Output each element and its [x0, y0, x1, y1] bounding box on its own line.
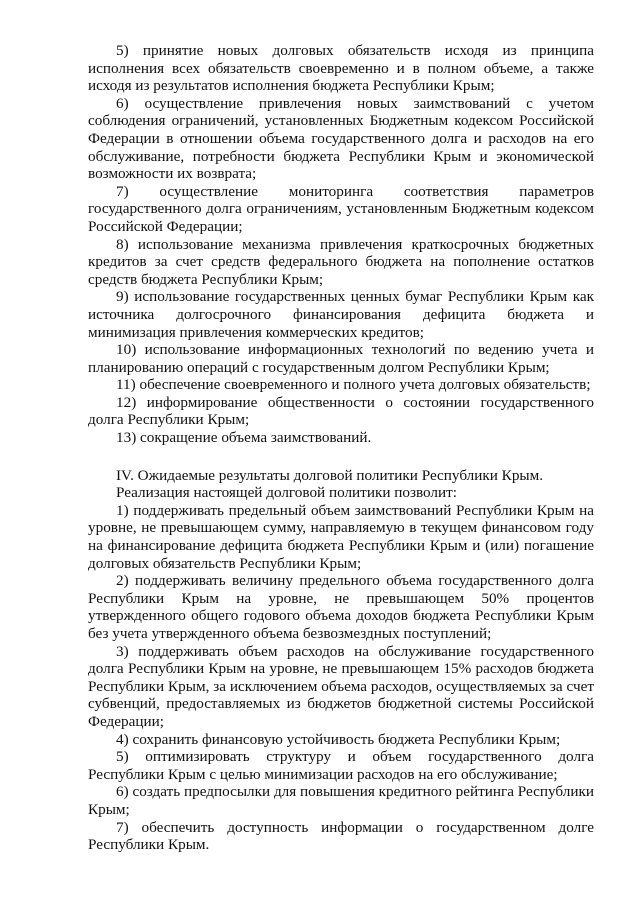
section-spacer: [88, 447, 594, 467]
list-item: 12) информирование общественности о состоянии государственного долга Республики Крым;: [88, 393, 594, 429]
list-item: 8) использование механизма привлечения краткосрочных бюджетных кредитов за счет средств федерального бюджета на пополнение остатков средств бюджета Республики Крым;: [88, 235, 594, 288]
list-item: 11) обеспечение своевременного и полного учета долговых обязательств;: [116, 376, 591, 394]
list-item: 13) сокращение объема заимствований.: [116, 429, 372, 447]
document-body: [88, 42, 594, 854]
list-item: 6) осуществление привлечения новых заимствований с учетом соблюдения ограничений, установленных Бюджетным кодексом Российской Федерации в отношении объема государственного долга и расходов на его обслуживание, потребности бюджета Республики Крым и экономической возможности их возврата;: [88, 94, 594, 183]
list-item: 7) осуществление мониторинга соответствия параметров государственного долга ограничениям, установленным Бюджетным кодексом Российской Федерации;: [88, 182, 594, 235]
section-heading: IV. Ожидаемые результаты долговой политики Республики Крым.: [116, 466, 544, 484]
list-item: 3) поддерживать объем расходов на обслуживание государственного долга Республики Крым на уровне, не превышающем 15% расходов бюджета Республики Крым, за исключением объема расходов, осуществляемых за счет субвенций, предоставляемых из бюджетов бюджетной системы Российской Федерации;: [88, 642, 594, 730]
list-item: 5) принятие новых долговых обязательств исходя из принципа исполнения всех обязательств своевременно и в полном объеме, а также исходя из результатов исполнения бюджета Республики Крым;: [88, 42, 594, 95]
list-item: 4) сохранить финансовую устойчивость бюджета Республики Крым;: [116, 730, 561, 748]
list-item: 9) использование государственных ценных бумаг Республики Крым как источника долгосрочного финансирования дефицита бюджета и минимизация привлечения коммерческих кредитов;: [88, 288, 594, 341]
list-item: 7) обеспечить доступность информации о государственном долге Республики Крым.: [88, 818, 594, 854]
list-item: 10) использование информационных технологий по ведению учета и планированию операций с государственным долгом Республики Крым;: [88, 341, 594, 376]
list-item: 1) поддерживать предельный объем заимствований Республики Крым на уровне, не превышающем сумму, направляемую в текущем финансовом году на финансирование дефицита бюджета Республики Крым и (или) погашение долговых обязательств Республики Крым;: [88, 501, 594, 572]
list-item: 5) оптимизировать структуру и объем государственного долга Республики Крым с целью минимизации расходов на его обслуживание;: [88, 748, 594, 783]
list-item: 2) поддерживать величину предельного объема государственного долга Республики Крым на уровне, не превышающем 50% процентов утвержденного общего годового объема доходов бюджета Республики Крым без учета утвержденного объема безвозмездных поступлений;: [88, 572, 594, 642]
list-item: 6) создать предпосылки для повышения кредитного рейтинга Республики Крым;: [88, 783, 594, 818]
section-intro: Реализация настоящей долговой политики позволит:: [116, 484, 457, 502]
